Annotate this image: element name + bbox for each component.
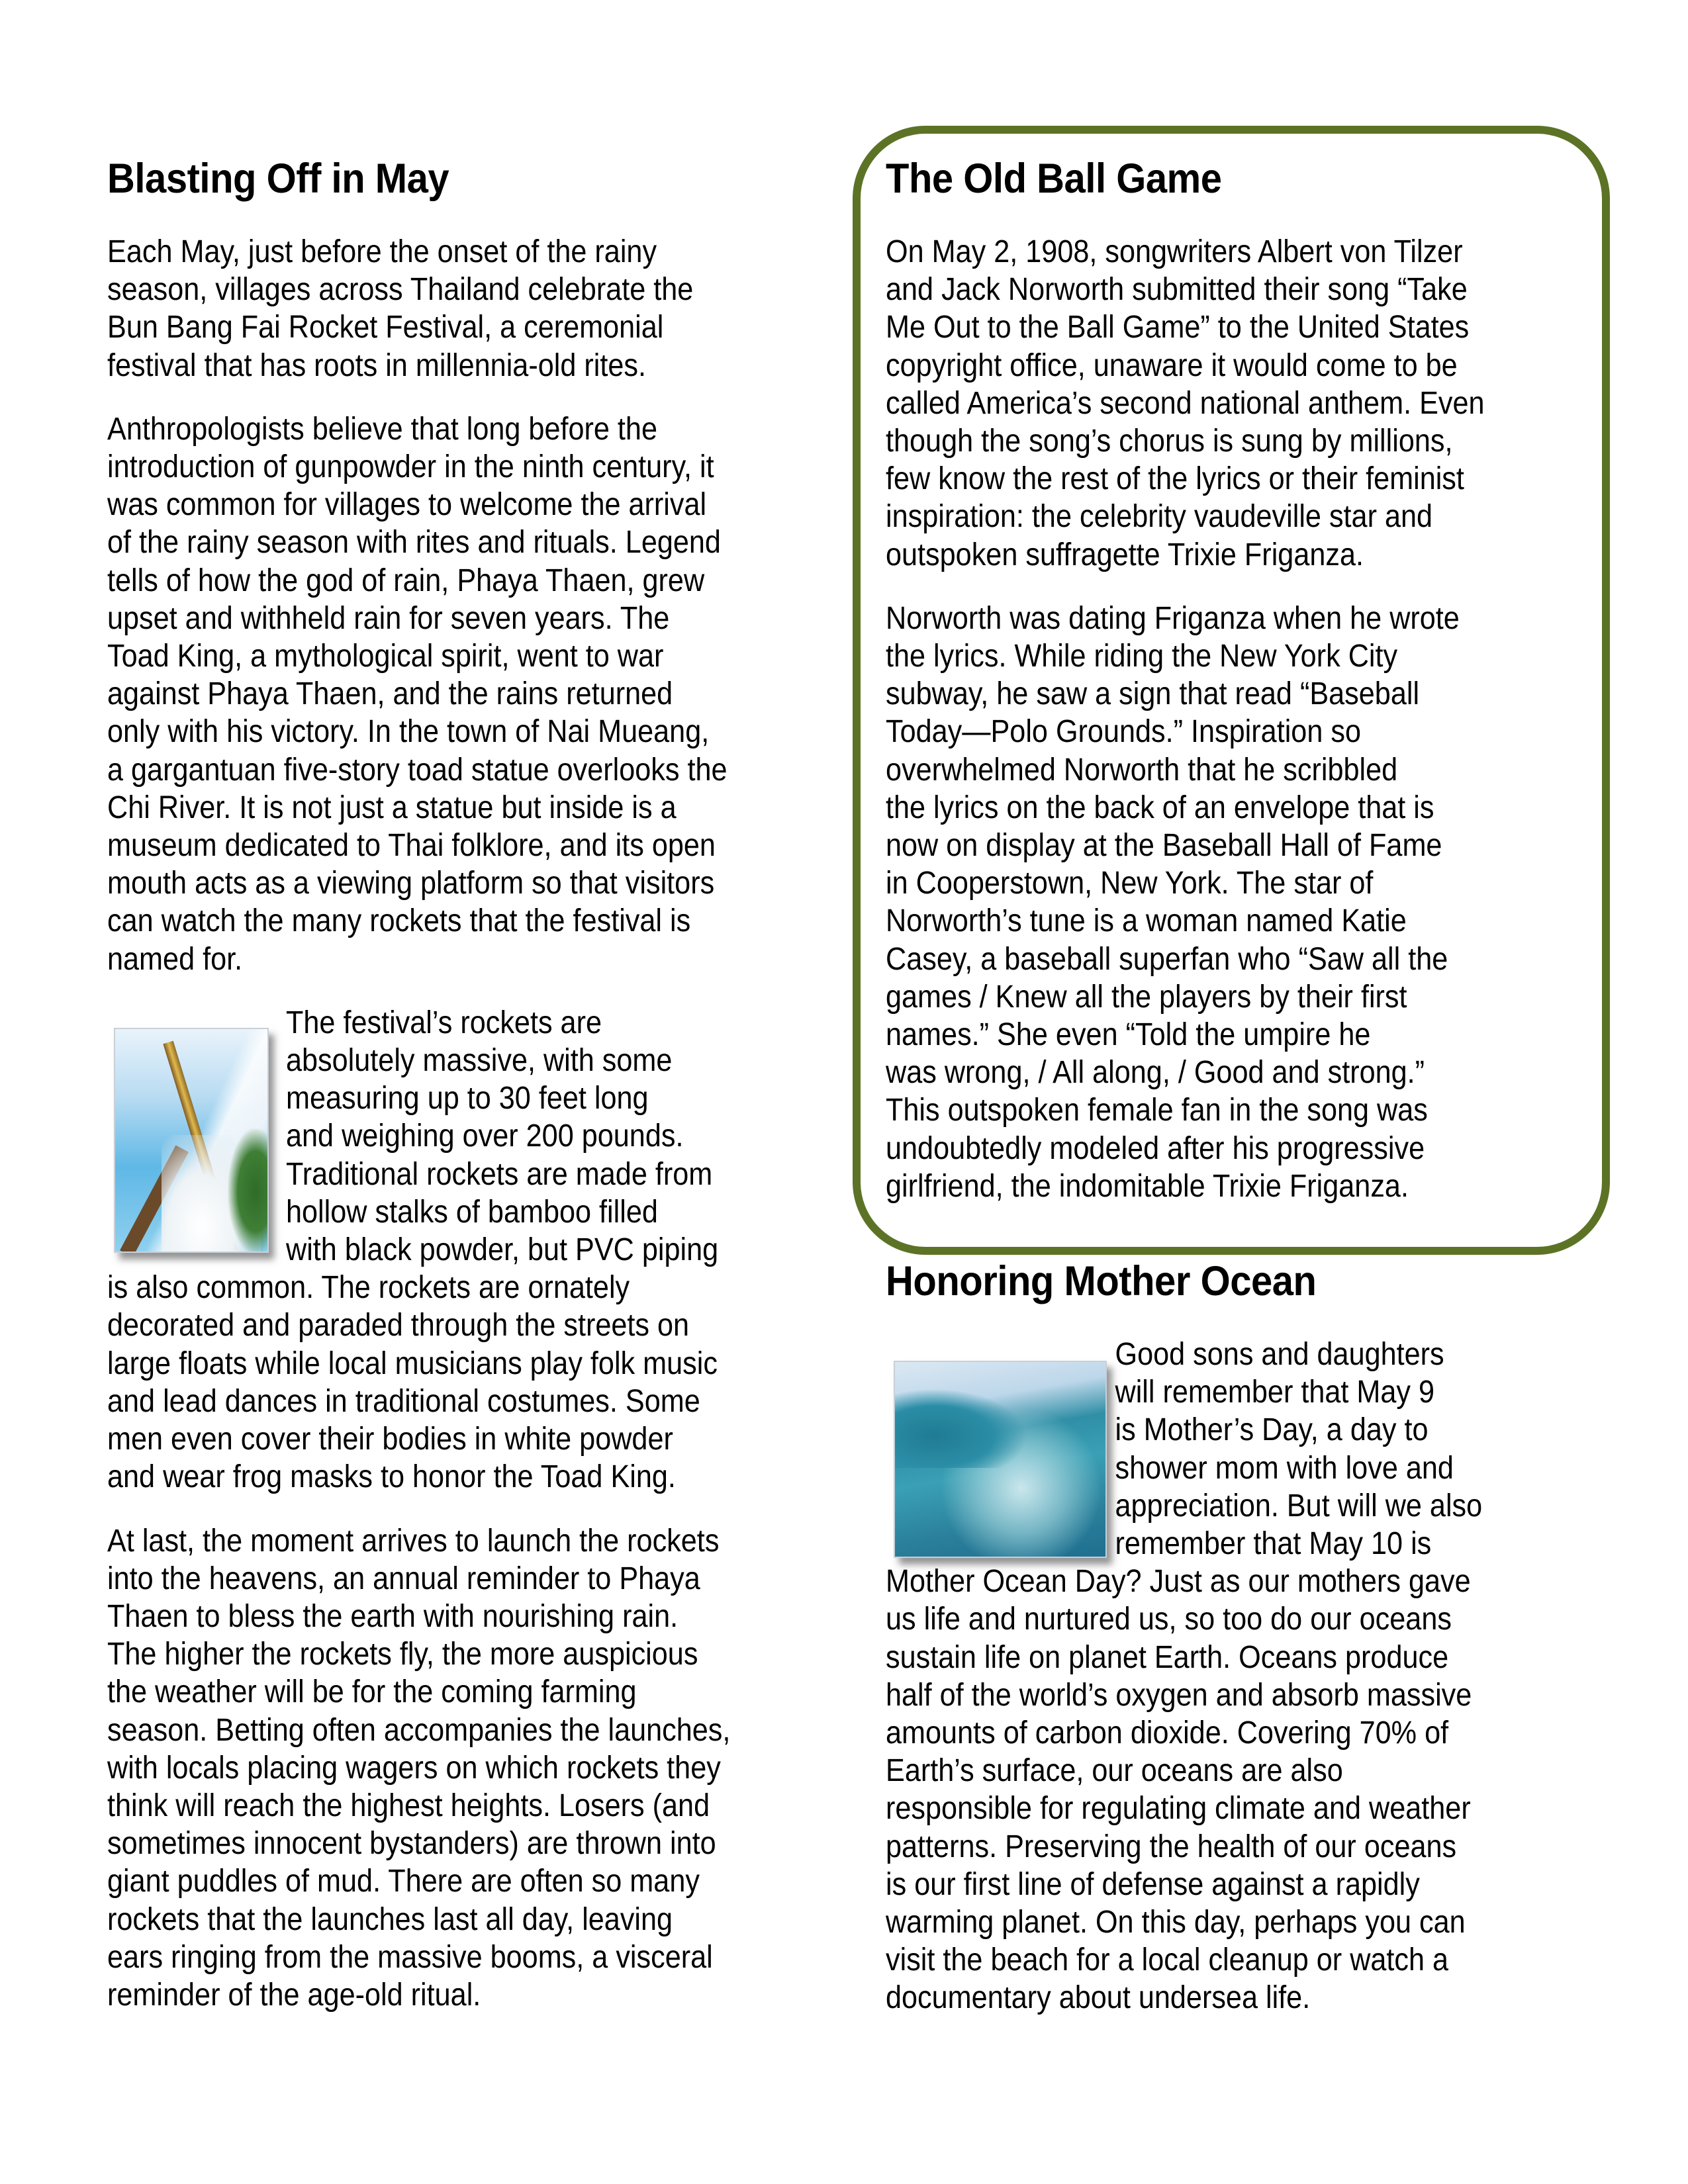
text-line: decorated and paraded through the streets on bbox=[107, 1308, 690, 1343]
text-line: and wear frog masks to honor the Toad King. bbox=[107, 1459, 676, 1495]
text-line: though the song’s chorus is sung by millions, bbox=[886, 424, 1453, 459]
text-line: This outspoken female fan in the song was bbox=[886, 1093, 1428, 1128]
image-detail bbox=[895, 1388, 1027, 1468]
text-line: only with his victory. In the town of Nai Mueang, bbox=[107, 714, 710, 750]
article-old-ball-game bbox=[886, 154, 1587, 1205]
text-line: Thaen to bless the earth with nourishing rain. bbox=[107, 1598, 679, 1634]
text-line: The higher the rockets fly, the more auspicious bbox=[107, 1637, 698, 1672]
text-line: is our first line of defense against a rapidly bbox=[886, 1866, 1420, 1902]
text-line: with locals placing wagers on which rockets they bbox=[107, 1750, 721, 1786]
text-line: us life and nurtured us, so too do our oceans bbox=[886, 1602, 1452, 1637]
text-line: will remember that May 9 bbox=[1115, 1375, 1435, 1410]
text-line: Each May, just before the onset of the rainy bbox=[107, 234, 657, 269]
article-title: The Old Ball Game bbox=[886, 156, 1222, 202]
text-line: called America’s second national anthem. Even bbox=[886, 385, 1485, 421]
text-line: Casey, a baseball superfan who “Saw all the bbox=[886, 941, 1448, 977]
text-line: visit the beach for a local cleanup or watch a bbox=[886, 1942, 1449, 1978]
text-line: festival that has roots in millennia-old rites. bbox=[107, 347, 646, 383]
text-line: outspoken suffragette Trixie Friganza. bbox=[886, 537, 1364, 572]
text-line: At last, the moment arrives to launch the rockets bbox=[107, 1523, 720, 1559]
text-line: Norworth was dating Friganza when he wrote bbox=[886, 600, 1460, 636]
text-line: Norworth’s tune is a woman named Katie bbox=[886, 903, 1407, 939]
paragraph bbox=[886, 600, 1517, 1205]
image-detail bbox=[228, 1128, 269, 1253]
text-line: Good sons and daughters bbox=[1115, 1337, 1444, 1372]
text-line: named for. bbox=[107, 941, 243, 977]
text-line: and lead dances in traditional costumes. Some bbox=[107, 1383, 700, 1419]
paragraph bbox=[886, 233, 1517, 574]
text-line: Toad King, a mythological spirit, went to war bbox=[107, 639, 664, 674]
text-line: absolutely massive, with some bbox=[286, 1043, 673, 1079]
text-line: is Mother’s Day, a day to bbox=[1115, 1412, 1429, 1448]
text-line: reminder of the age-old ritual. bbox=[107, 1977, 481, 2013]
text-line: warming planet. On this day, perhaps you can bbox=[886, 1905, 1466, 1940]
text-line: rockets that the launches last all day, leaving bbox=[107, 1901, 673, 1937]
text-line: few know the rest of the lyrics or their feminist bbox=[886, 461, 1464, 497]
paragraph bbox=[107, 233, 751, 385]
text-line: large floats while local musicians play folk music bbox=[107, 1345, 718, 1381]
text-line: Today—Polo Grounds.” Inspiration so bbox=[886, 714, 1361, 750]
text-line: mouth acts as a viewing platform so that visitors bbox=[107, 866, 715, 901]
text-line: names.” She even “Told the umpire he bbox=[886, 1017, 1371, 1053]
article-title: Honoring Mother Ocean bbox=[886, 1258, 1317, 1304]
text-line: documentary about undersea life. bbox=[886, 1980, 1311, 2016]
text-line: remember that May 10 is bbox=[1115, 1526, 1432, 1562]
text-line: amounts of carbon dioxide. Covering 70% of bbox=[886, 1715, 1449, 1751]
article-title: Blasting Off in May bbox=[107, 156, 449, 202]
text-line: copyright office, unaware it would come to be bbox=[886, 347, 1458, 383]
text-line: of the rainy season with rites and rituals. Legend bbox=[107, 525, 721, 561]
text-line: the weather will be for the coming farming bbox=[107, 1674, 637, 1710]
text-line: sometimes innocent bystanders) are thrown into bbox=[107, 1826, 716, 1862]
text-line: responsible for regulating climate and weather bbox=[886, 1791, 1471, 1827]
text-line: Mother Ocean Day? Just as our mothers gave bbox=[886, 1564, 1471, 1600]
text-line: in Cooperstown, New York. The star of bbox=[886, 866, 1374, 901]
text-line: against Phaya Thaen, and the rains returned bbox=[107, 676, 673, 712]
text-line: undoubtedly modeled after his progressive bbox=[886, 1130, 1425, 1166]
text-line: tells of how the god of rain, Phaya Thaen, grew bbox=[107, 563, 705, 598]
text-line: Anthropologists believe that long before the bbox=[107, 411, 657, 447]
text-line: half of the world’s oxygen and absorb massive bbox=[886, 1677, 1472, 1713]
paragraph bbox=[107, 1522, 751, 2015]
text-line: introduction of gunpowder in the ninth century, it bbox=[107, 449, 714, 485]
text-line: season, villages across Thailand celebrate the bbox=[107, 272, 694, 308]
text-line: is also common. The rockets are ornately bbox=[107, 1270, 630, 1306]
text-line: Earth’s surface, our oceans are also bbox=[886, 1753, 1343, 1789]
text-line: now on display at the Baseball Hall of Fame bbox=[886, 828, 1442, 864]
text-line: Me Out to the Ball Game” to the United States bbox=[886, 310, 1470, 345]
text-line: girlfriend, the indomitable Trixie Friganza. bbox=[886, 1168, 1409, 1204]
text-line: can watch the many rockets that the festival is bbox=[107, 903, 691, 939]
text-line: sustain life on planet Earth. Oceans produce bbox=[886, 1639, 1449, 1675]
text bbox=[107, 1269, 751, 1496]
text-line: overwhelmed Norworth that he scribbled bbox=[886, 752, 1398, 788]
text-line: into the heavens, an annual reminder to Phaya bbox=[107, 1561, 700, 1596]
text-line: the lyrics. While riding the New York City bbox=[886, 639, 1398, 674]
text-line: think will reach the highest heights. Losers (and bbox=[107, 1788, 710, 1823]
text-line: On May 2, 1908, songwriters Albert von Tilzer bbox=[886, 234, 1463, 269]
text-line: The festival’s rockets are bbox=[286, 1005, 602, 1040]
text-line: appreciation. But will we also bbox=[1115, 1488, 1483, 1524]
paragraph bbox=[107, 410, 751, 978]
text-line: season. Betting often accompanies the launches, bbox=[107, 1712, 731, 1748]
rocket-launch-photo bbox=[114, 1028, 269, 1253]
text-line: was wrong, / All along, / Good and strong.” bbox=[886, 1055, 1425, 1091]
text-line: with black powder, but PVC piping bbox=[286, 1232, 719, 1268]
text-line: a gargantuan five-story toad statue overlooks the bbox=[107, 752, 727, 788]
text-line: shower mom with love and bbox=[1115, 1450, 1454, 1486]
text-line: museum dedicated to Thai folklore, and its open bbox=[107, 828, 716, 864]
text-line: upset and withheld rain for seven years. The bbox=[107, 600, 670, 636]
text-line: was common for villages to welcome the arrival bbox=[107, 487, 707, 523]
text-line: and weighing over 200 pounds. bbox=[286, 1118, 684, 1154]
text-line: the lyrics on the back of an envelope that is bbox=[886, 790, 1434, 825]
ocean-wave-photo bbox=[894, 1361, 1107, 1558]
text-line: subway, he saw a sign that read “Baseball bbox=[886, 676, 1420, 712]
text-line: inspiration: the celebrity vaudeville star and bbox=[886, 499, 1433, 535]
text bbox=[886, 1563, 1529, 2017]
text-line: giant puddles of mud. There are often so many bbox=[107, 1864, 700, 1899]
text-line: games / Knew all the players by their first bbox=[886, 979, 1407, 1015]
text-line: Chi River. It is not just a statue but inside is a bbox=[107, 790, 677, 825]
text-line: measuring up to 30 feet long bbox=[286, 1081, 649, 1116]
text-line: patterns. Preserving the health of our oceans bbox=[886, 1829, 1457, 1864]
text-line: men even cover their bodies in white powder bbox=[107, 1422, 673, 1457]
text-line: hollow stalks of bamboo filled bbox=[286, 1194, 658, 1230]
text-line: Traditional rockets are made from bbox=[286, 1156, 713, 1192]
text-line: Bun Bang Fai Rocket Festival, a ceremonial bbox=[107, 310, 664, 345]
text-line: and Jack Norworth submitted their song “Take bbox=[886, 272, 1468, 308]
text-line: ears ringing from the massive booms, a visceral bbox=[107, 1939, 713, 1975]
